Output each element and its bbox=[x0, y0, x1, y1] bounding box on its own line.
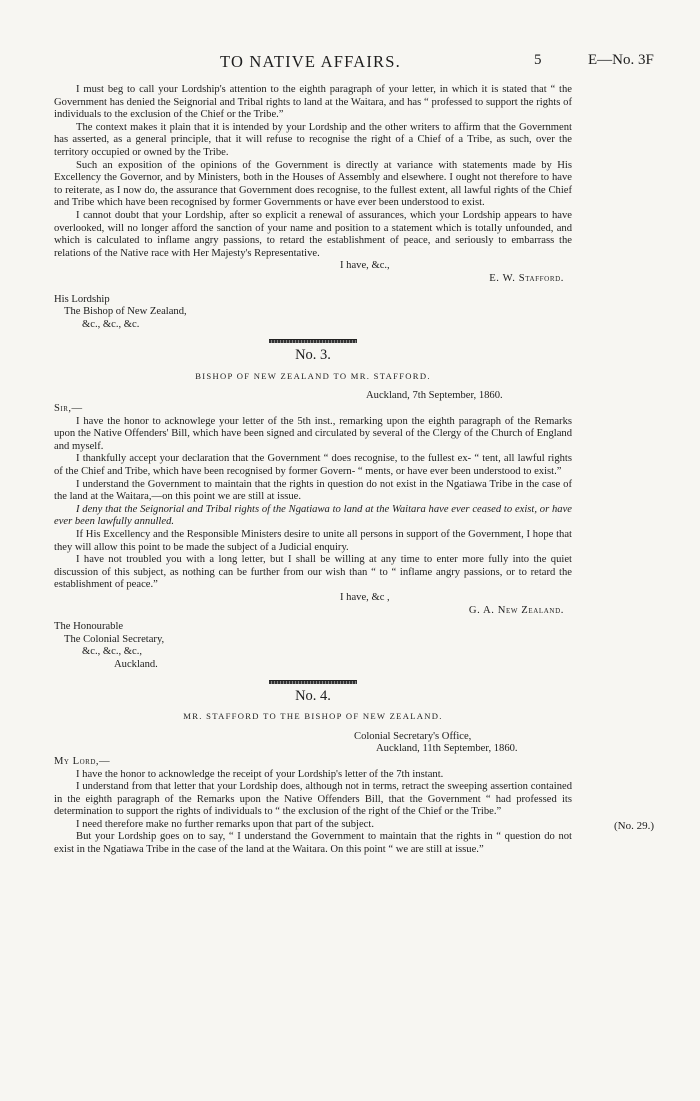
addressee-line: &c., &c., &c., bbox=[82, 646, 143, 658]
paragraph: If His Excellency and the Responsible Ministers desire to unite all persons in support of the Government, I hope that they will allow this point to be made the subject of a Judicial enquiry. bbox=[54, 529, 572, 553]
letter-3 bbox=[54, 349, 572, 671]
addressee-line: &c., &c., &c. bbox=[82, 318, 140, 330]
section-divider bbox=[269, 680, 357, 684]
closing-formula: I have, &c., bbox=[340, 260, 390, 272]
dateline: Auckland, 7th September, 1860. bbox=[366, 390, 503, 402]
document-reference: E—No. 3F bbox=[588, 52, 654, 68]
salutation: My Lord,— bbox=[54, 755, 111, 767]
paragraph: I have not troubled you with a long letter, but I shall be willing at any time to enter more fully into the quiet discussion of this subject, as nothing can be further from our wish than “ to “ inflame angry passions, or to retard the establishment of peace.” bbox=[54, 554, 572, 591]
signature: G. A. New Zealand. bbox=[468, 604, 564, 616]
letter-4 bbox=[54, 687, 572, 857]
paragraph: I understand from that letter that your Lordship does, although not in terms, retract the sweeping assertion contained in the eighth paragraph of the Remarks upon the Native Offenders Bill, that the Government “ had professed its determination to support the rights of individuals to “ the exclusion of the right of the Chief or the Tribe.” bbox=[54, 781, 572, 818]
page-body bbox=[54, 84, 572, 857]
paragraph: But your Lordship goes on to say, “ I understand the Government to maintain that the rights in “ question do not exist in the Ngatiawa Tribe in the case of the land at the Waitara. On this point “ we are still at issue.” bbox=[54, 831, 572, 856]
page-header bbox=[60, 52, 690, 72]
dateline: Colonial Secretary's Office, bbox=[354, 730, 472, 742]
addressee-line: The Honourable bbox=[54, 621, 124, 633]
salutation: Sir,— bbox=[54, 403, 83, 415]
page-number: 5 bbox=[534, 52, 542, 68]
paragraph: I have the honor to acknowledge the receipt of your Lordship's letter of the 7th instant. bbox=[76, 768, 444, 780]
letter-2-continuation bbox=[54, 84, 572, 331]
addressee-block bbox=[54, 621, 572, 671]
dateline: Auckland, 11th September, 1860. bbox=[376, 743, 518, 755]
paragraph: I cannot doubt that your Lordship, after so explicit a renewal of assurances, which your Lordship appears to have overlooked, will no longer afford the sanction of your name and position to a statement which is totally unfounded, and which is calculated to inflame angry passions, to retard the establishment of peace, and seriously to embarrass the relations of the Native race with Her Majesty's Representative. bbox=[54, 209, 572, 259]
document-number: No. 4. bbox=[295, 687, 331, 704]
letter-caption: MR. STAFFORD TO THE BISHOP OF NEW ZEALAND. bbox=[183, 711, 443, 722]
paragraph: I thankfully accept your declaration that the Government “ does recognise, to the fullest ex- “ tent, all lawful rights of the Chief and Tribe, which have been recognised by former Govern- “ ments, or have ever been understood to exist.” bbox=[54, 453, 572, 478]
paragraph: I must beg to call your Lordship's attention to the eighth paragraph of your letter, in which it is stated that “ the Government has denied the Seignorial and Tribal rights to land at the Waitara, and has “ professed to support the rights of individuals to the exclusion of the Chief or the Tribe.” bbox=[54, 84, 572, 121]
signature: E. W. Stafford. bbox=[489, 272, 564, 284]
paragraph: Such an exposition of the opinions of the Government is directly at variance with statements made by His Excellency the Governor, and by Ministers, both in the Houses of Assembly and elsewhere. I ought not therefore to have to reiterate, as I now do, the assurance that Government does recognise, to the fullest extent, all lawful rights of the Chief and Tribe which have been recognised by former Governments or have ever been understood to exist. bbox=[54, 159, 572, 209]
closing-formula: I have, &c , bbox=[340, 591, 390, 603]
paragraph-italic: I deny that the Seignorial and Tribal rights of the Ngatiawa to land at the Waitara have ever ceased to exist, or have ever been lawfully annulled. bbox=[54, 503, 572, 528]
paragraph: I understand the Government to maintain that the rights in question do not exist in the Ngatiawa Tribe in the case of the land at the Waitara,—on this point we are still at issue. bbox=[54, 478, 572, 503]
addressee-line: Auckland. bbox=[114, 658, 158, 670]
letter-caption: BISHOP OF NEW ZEALAND TO MR. STAFFORD. bbox=[195, 370, 431, 381]
paragraph: I need therefore make no further remarks upon that part of the subject. bbox=[76, 818, 374, 830]
addressee-line: The Bishop of New Zealand, bbox=[64, 306, 187, 318]
paragraph: I have the honor to acknowlege your letter of the 5th inst., remarking upon the eighth paragraph of the Remarks upon the Native Offenders' Bill, which have been signed and circulated by several of the Clergy of the Church of England and myself. bbox=[54, 415, 572, 452]
paragraph: The context makes it plain that it is intended by your Lordship and the other writers to affirm that the Government has asserted, as a general principle, that it will refuse to recognise the right of a Chief of a Tribe, as such, over the territory occupied or owned by the Tribe. bbox=[54, 121, 572, 158]
margin-reference-note: (No. 29.) bbox=[614, 820, 655, 832]
addressee-block bbox=[54, 294, 572, 332]
section-divider bbox=[269, 339, 357, 343]
addressee-line: His Lordship bbox=[54, 293, 110, 305]
document-number: No. 3. bbox=[295, 347, 331, 364]
running-title: TO NATIVE AFFAIRS. bbox=[220, 52, 401, 71]
addressee-line: The Colonial Secretary, bbox=[64, 633, 165, 645]
